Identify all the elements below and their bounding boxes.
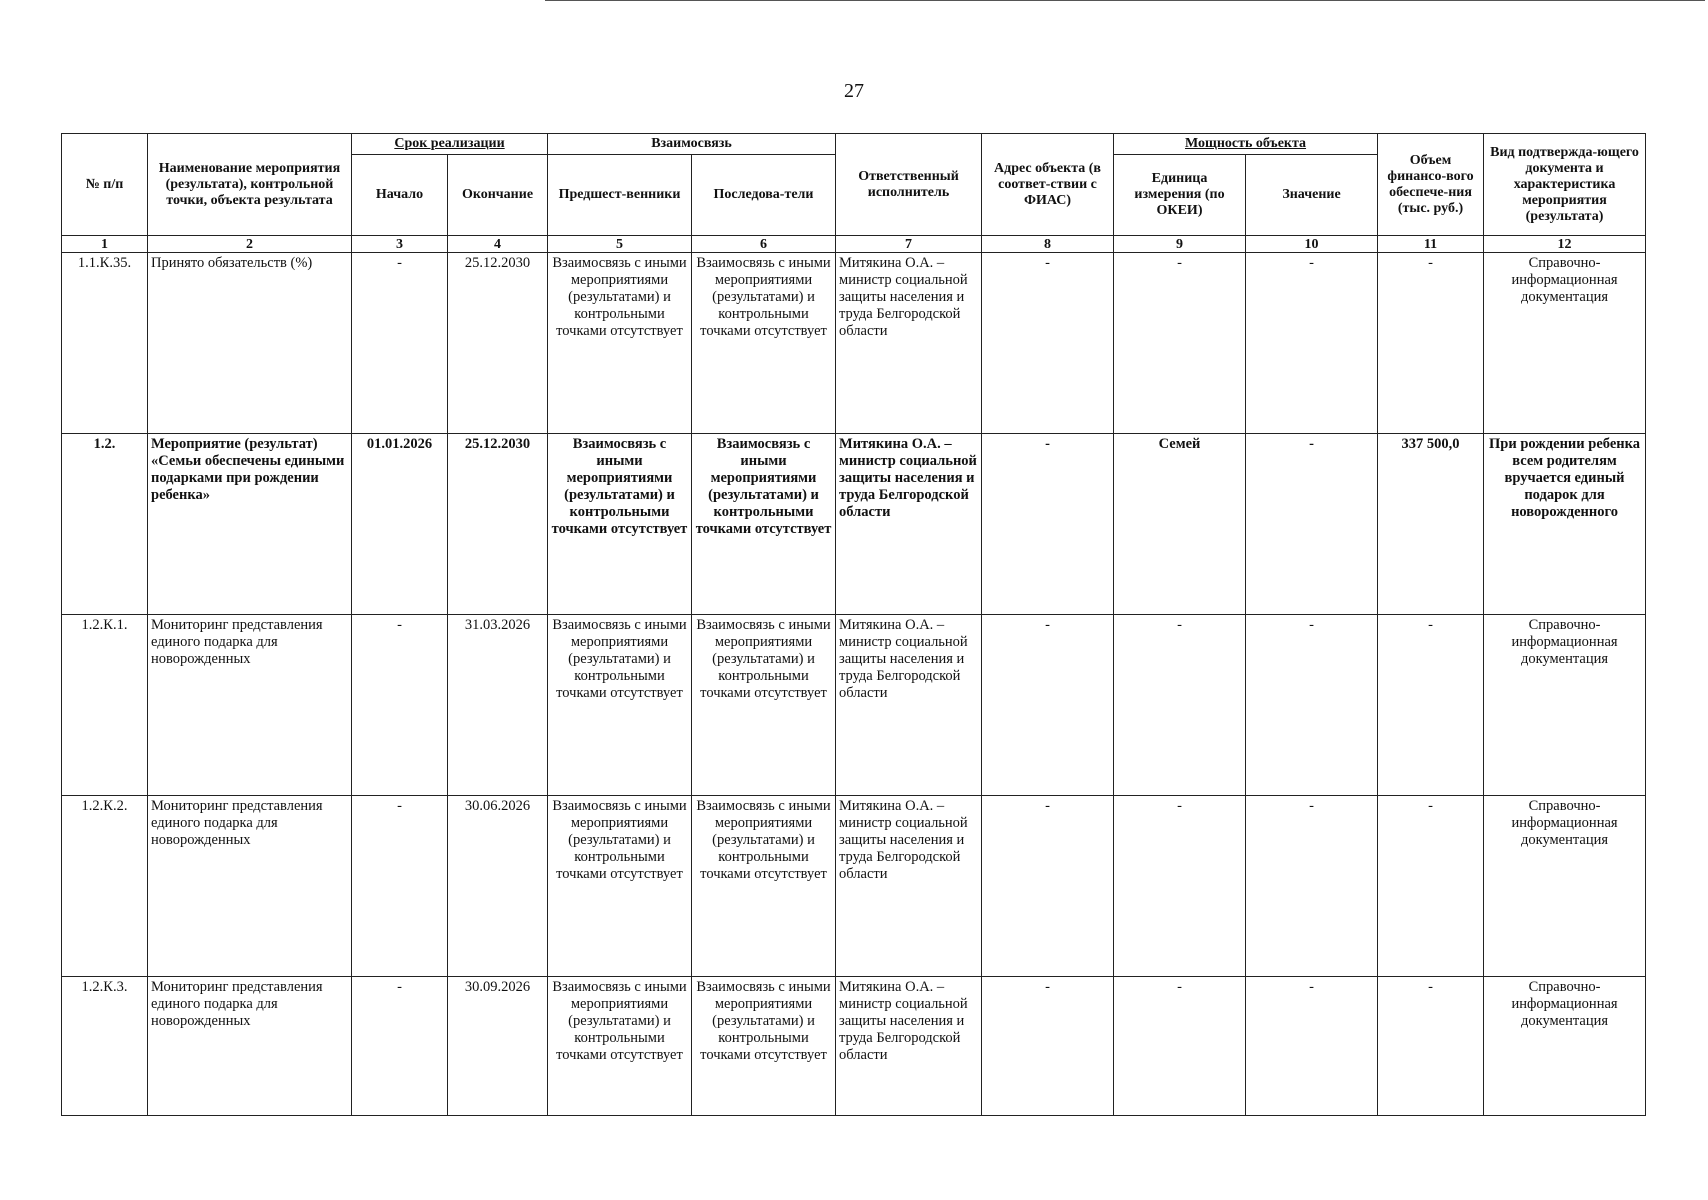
header-successors: Последова-тели	[692, 155, 836, 236]
row-address: -	[982, 434, 1114, 615]
column-number: 4	[448, 236, 548, 253]
row-num: 1.1.К.35.	[62, 253, 148, 434]
page-number: 27	[844, 80, 864, 102]
row-successors: Взаимосвязь с иными мероприятиями (результатами) и контрольными точками отсутствует	[692, 977, 836, 1116]
row-unit: Семей	[1114, 434, 1246, 615]
row-responsible: Митякина О.А. – министр социальной защиты населения и труда Белгородской области	[836, 977, 982, 1116]
row-num: 1.2.	[62, 434, 148, 615]
column-number: 2	[148, 236, 352, 253]
row-name: Мероприятие (результат) «Семьи обеспечены едиными подарками при рождении ребенка»	[148, 434, 352, 615]
row-volume: -	[1378, 977, 1484, 1116]
header-unit: Единица измерения (по ОКЕИ)	[1114, 155, 1246, 236]
row-num: 1.2.К.1.	[62, 615, 148, 796]
row-start: -	[352, 977, 448, 1116]
row-predecessors: Взаимосвязь с иными мероприятиями (результатами) и контрольными точками отсутствует	[548, 615, 692, 796]
row-num: 1.2.К.2.	[62, 796, 148, 977]
row-address: -	[982, 253, 1114, 434]
row-address: -	[982, 977, 1114, 1116]
column-number: 10	[1246, 236, 1378, 253]
row-num: 1.2.К.3.	[62, 977, 148, 1116]
row-volume: -	[1378, 615, 1484, 796]
table-row	[62, 253, 1646, 434]
row-volume: -	[1378, 253, 1484, 434]
row-name: Мониторинг представления единого подарка для новорожденных	[148, 977, 352, 1116]
row-successors: Взаимосвязь с иными мероприятиями (результатами) и контрольными точками отсутствует	[692, 253, 836, 434]
header-value: Значение	[1246, 155, 1378, 236]
header-volume: Объем финансо-вого обеспече-ния (тыс. руб.)	[1378, 134, 1484, 236]
row-value: -	[1246, 615, 1378, 796]
row-doc-type: Справочно-информационная документация	[1484, 253, 1646, 434]
row-responsible: Митякина О.А. – министр социальной защиты населения и труда Белгородской области	[836, 615, 982, 796]
row-name: Мониторинг представления единого подарка для новорожденных	[148, 796, 352, 977]
column-number: 11	[1378, 236, 1484, 253]
header-doc-type: Вид подтвержда-ющего документа и характеристика мероприятия (результата)	[1484, 134, 1646, 236]
row-unit: -	[1114, 796, 1246, 977]
row-predecessors: Взаимосвязь с иными мероприятиями (результатами) и контрольными точками отсутствует	[548, 796, 692, 977]
header-predecessors: Предшест-венники	[548, 155, 692, 236]
row-doc-type: Справочно-информационная документация	[1484, 615, 1646, 796]
header-name: Наименование мероприятия (результата), контрольной точки, объекта результата	[148, 134, 352, 236]
row-doc-type: При рождении ребенка всем родителям вручается единый подарок для новорожденного	[1484, 434, 1646, 615]
row-unit: -	[1114, 253, 1246, 434]
header-end: Окончание	[448, 155, 548, 236]
header-num: № п/п	[62, 134, 148, 236]
row-predecessors: Взаимосвязь с иными мероприятиями (результатами) и контрольными точками отсутствует	[548, 434, 692, 615]
row-responsible: Митякина О.А. – министр социальной защиты населения и труда Белгородской области	[836, 796, 982, 977]
column-number: 5	[548, 236, 692, 253]
row-value: -	[1246, 434, 1378, 615]
header-link-group: Взаимосвязь	[548, 134, 836, 155]
column-number: 6	[692, 236, 836, 253]
column-number: 3	[352, 236, 448, 253]
top-rule	[545, 0, 1705, 1]
header-address: Адрес объекта (в соответ-ствии с ФИАС)	[982, 134, 1114, 236]
header-row-1	[62, 134, 1646, 155]
row-value: -	[1246, 977, 1378, 1116]
table-row	[62, 977, 1646, 1116]
row-successors: Взаимосвязь с иными мероприятиями (результатами) и контрольными точками отсутствует	[692, 796, 836, 977]
column-number: 7	[836, 236, 982, 253]
row-responsible: Митякина О.А. – министр социальной защиты населения и труда Белгородской области	[836, 434, 982, 615]
row-address: -	[982, 796, 1114, 977]
row-successors: Взаимосвязь с иными мероприятиями (результатами) и контрольными точками отсутствует	[692, 615, 836, 796]
row-successors: Взаимосвязь с иными мероприятиями (результатами) и контрольными точками отсутствует	[692, 434, 836, 615]
row-start: -	[352, 615, 448, 796]
row-end: 30.06.2026	[448, 796, 548, 977]
row-name: Мониторинг представления единого подарка для новорожденных	[148, 615, 352, 796]
column-number: 9	[1114, 236, 1246, 253]
row-end: 25.12.2030	[448, 253, 548, 434]
header-start: Начало	[352, 155, 448, 236]
row-value: -	[1246, 253, 1378, 434]
header-responsible: Ответственный исполнитель	[836, 134, 982, 236]
table-row	[62, 615, 1646, 796]
row-responsible: Митякина О.А. – министр социальной защиты населения и труда Белгородской области	[836, 253, 982, 434]
row-unit: -	[1114, 977, 1246, 1116]
header-capacity-group: Мощность объекта	[1114, 134, 1378, 155]
row-end: 30.09.2026	[448, 977, 548, 1116]
table-row	[62, 796, 1646, 977]
header-term-group: Срок реализации	[352, 134, 548, 155]
table-row	[62, 434, 1646, 615]
row-doc-type: Справочно-информационная документация	[1484, 796, 1646, 977]
row-end: 25.12.2030	[448, 434, 548, 615]
row-start: -	[352, 253, 448, 434]
row-volume: 337 500,0	[1378, 434, 1484, 615]
row-doc-type: Справочно-информационная документация	[1484, 977, 1646, 1116]
row-name: Принято обязательств (%)	[148, 253, 352, 434]
column-number: 12	[1484, 236, 1646, 253]
row-start: 01.01.2026	[352, 434, 448, 615]
row-start: -	[352, 796, 448, 977]
column-number: 1	[62, 236, 148, 253]
row-value: -	[1246, 796, 1378, 977]
row-volume: -	[1378, 796, 1484, 977]
row-unit: -	[1114, 615, 1246, 796]
column-number: 8	[982, 236, 1114, 253]
row-address: -	[982, 615, 1114, 796]
column-number-row	[62, 236, 1646, 253]
row-predecessors: Взаимосвязь с иными мероприятиями (результатами) и контрольными точками отсутствует	[548, 253, 692, 434]
row-end: 31.03.2026	[448, 615, 548, 796]
row-predecessors: Взаимосвязь с иными мероприятиями (результатами) и контрольными точками отсутствует	[548, 977, 692, 1116]
plan-table	[61, 133, 1646, 1116]
